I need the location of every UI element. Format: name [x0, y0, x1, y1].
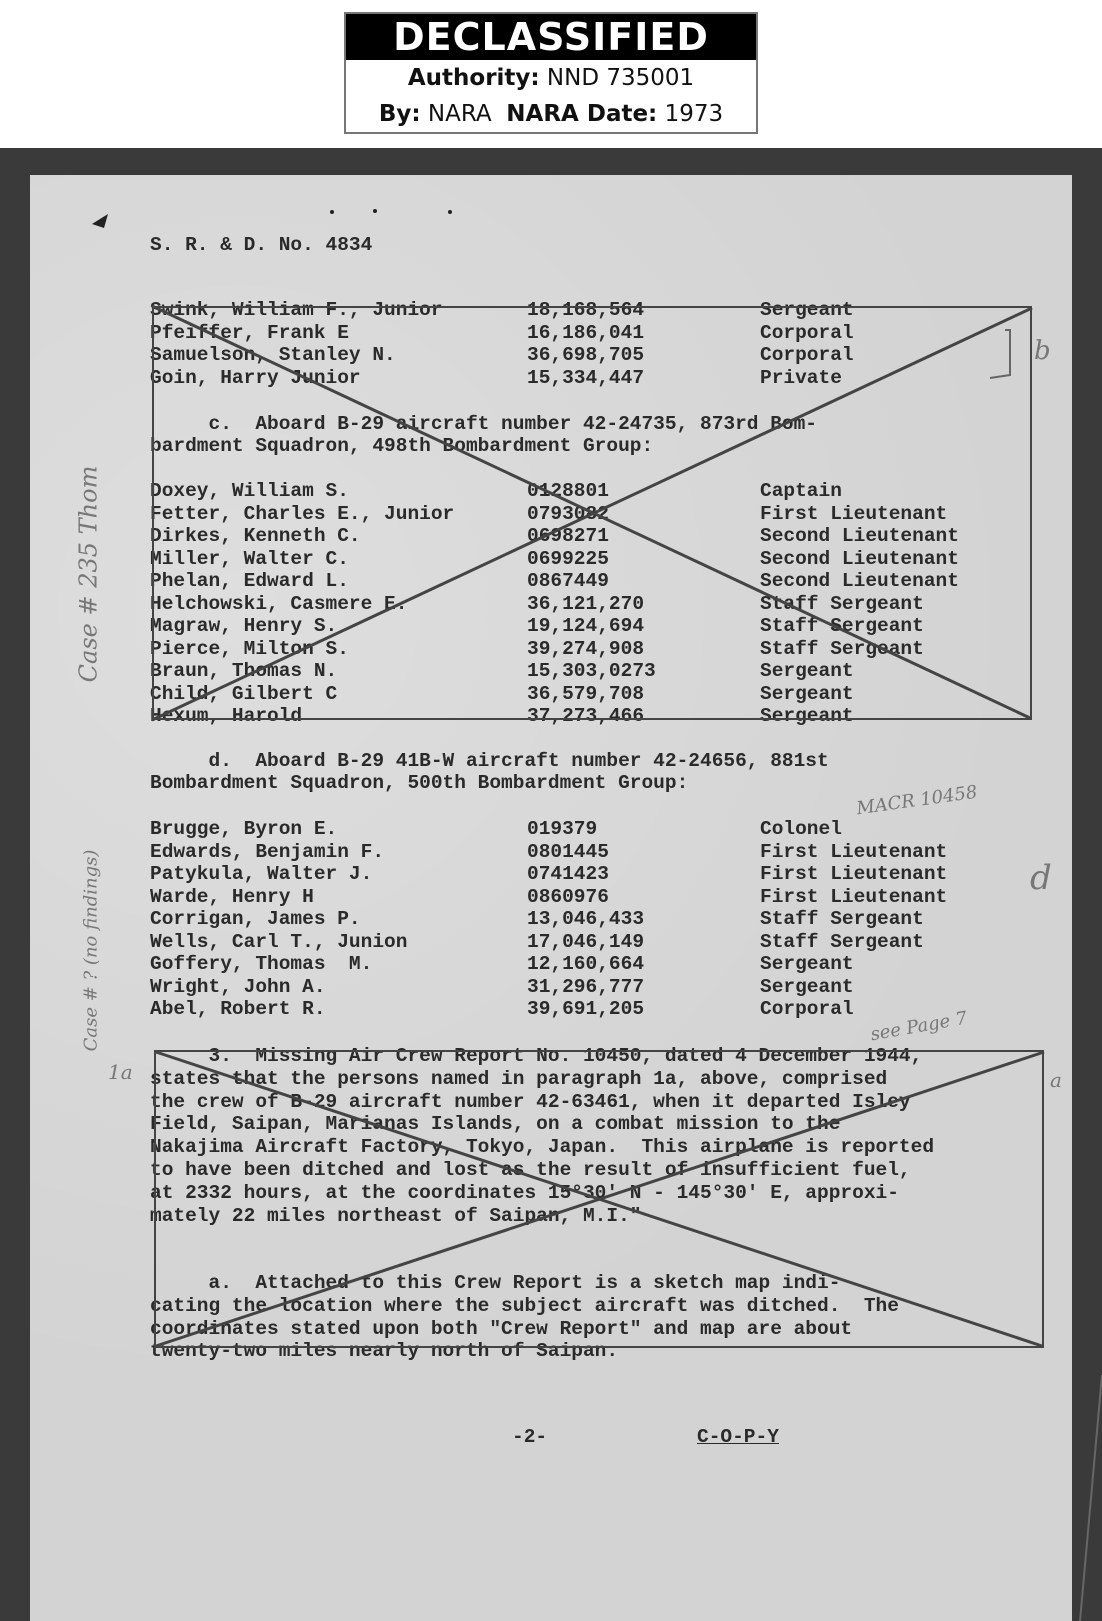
crew-serial: 16,186,041	[527, 321, 645, 344]
crew-rank: First Lieutenant	[760, 840, 948, 863]
crew-rank: Staff Sergeant	[760, 615, 924, 637]
crew-rank: Corporal	[760, 321, 854, 344]
crew-serial: 0867449	[527, 570, 609, 592]
crew-serial: 0741423	[527, 863, 609, 885]
crew-serial: 019379	[527, 818, 598, 840]
crew-name: Warde, Henry H	[150, 885, 314, 908]
margin-d: d	[1030, 858, 1052, 898]
stamp-by: By: NARA NARA Date: 1973	[378, 101, 724, 127]
para-c-line1: c. Aboard B-29 aircraft number 42-24735, 873rd Bom-	[150, 413, 818, 435]
margin-b: b	[1034, 336, 1051, 366]
crew-serial: 36,698,705	[527, 344, 645, 366]
para-3-line: Field, Saipan, Marianas Islands, on a combat mission to the	[150, 1113, 841, 1136]
crew-serial: 0801445	[527, 840, 609, 863]
para-3-line: 3. Missing Air Crew Report No. 10450, dated 4 December 1944,	[150, 1045, 923, 1067]
para-3a-line: twenty-two miles nearly north of Saipan.	[150, 1340, 619, 1363]
crew-serial: 17,046,149	[527, 930, 645, 953]
crew-serial: 0793082	[527, 502, 609, 525]
right-scan-line	[1080, 1375, 1102, 1621]
crew-name: Phelan, Edward L.	[150, 570, 349, 592]
crew-rank: Staff Sergeant	[760, 592, 924, 615]
para-3-line: mately 22 miles northeast of Saipan, M.I."	[150, 1204, 642, 1227]
crew-rank: Staff Sergeant	[760, 930, 924, 953]
crew-rank: Second Lieutenant	[760, 547, 959, 570]
macr-note: MACR 10458	[855, 781, 979, 820]
para-3a-line: coordinates stated upon both "Crew Report" and map are about	[150, 1317, 853, 1340]
crew-serial: 37,273,466	[527, 705, 645, 727]
crew-serial: 39,274,908	[527, 637, 645, 660]
crew-name: Helchowski, Casmere E.	[150, 592, 408, 615]
crew-serial: 13,046,433	[527, 908, 645, 930]
crew-name: Miller, Walter C.	[150, 547, 349, 570]
left-note-2: Case # ? (no findings)	[80, 849, 102, 1052]
crew-rank: Captain	[760, 480, 842, 502]
page-number: -2-	[512, 1426, 548, 1448]
crew-rank: Private	[760, 366, 842, 389]
crew-serial: 39,691,205	[527, 998, 645, 1020]
crew-name: Child, Gilbert C	[150, 682, 338, 705]
crew-name: Braun, Thomas N.	[150, 660, 338, 682]
crew-rank: Sergeant	[760, 953, 854, 975]
para-3-line: states that the persons named in paragraph 1a, above, comprised	[150, 1067, 888, 1090]
crew-name: Wells, Carl T., Junion	[150, 930, 408, 953]
para-c-line2: bardment Squadron, 498th Bombardment Group:	[150, 435, 654, 457]
arrow-mark	[92, 214, 108, 228]
crew-rank: Staff Sergeant	[760, 908, 924, 930]
crew-name: Swink, William F., Junior	[150, 299, 443, 321]
crew-rank: Second Lieutenant	[760, 570, 959, 592]
crew-rank: Corporal	[760, 998, 854, 1020]
crew-name: Pierce, Milton S.	[150, 637, 349, 660]
crew-serial: 36,579,708	[527, 682, 645, 705]
para-3-line: the crew of B-29 aircraft number 42-63461, when it departed Isley	[150, 1090, 911, 1113]
para-3a-line: cating the location where the subject aircraft was ditched. The	[150, 1294, 899, 1317]
para-d-line2: Bombardment Squadron, 500th Bombardment Group:	[150, 772, 689, 794]
crew-rank: Colonel	[760, 818, 842, 840]
crew-rank: First Lieutenant	[760, 885, 948, 908]
crew-rank: Sergeant	[760, 975, 854, 998]
crew-name: Patykula, Walter J.	[150, 863, 373, 885]
cancel-line	[152, 306, 1030, 718]
crew-name: Abel, Robert R.	[150, 998, 326, 1020]
bracket-mark	[990, 330, 1010, 378]
crew-serial: 0860976	[527, 885, 609, 908]
crew-serial: 19,124,694	[527, 615, 645, 637]
crew-name: Doxey, William S.	[150, 480, 349, 502]
crew-name: Dirkes, Kenneth C.	[150, 525, 361, 547]
para-3a-line: a. Attached to this Crew Report is a sketch map indi-	[150, 1272, 841, 1294]
stamp-title: DECLASSIFIED	[346, 14, 756, 60]
margin-a: a	[1050, 1068, 1062, 1092]
crew-rank: Staff Sergeant	[760, 637, 924, 660]
crew-serial: 18,168,564	[527, 299, 645, 321]
crew-name: Goffery, Thomas M.	[150, 953, 373, 975]
left-note-1: Case # 235 Thom	[74, 465, 103, 683]
para-3-line: Nakajima Aircraft Factory, Tokyo, Japan. This airplane is reported	[150, 1136, 935, 1159]
crew-name: Hexum, Harold	[150, 705, 303, 727]
margin-1a: 1a	[108, 1060, 133, 1084]
crew-name: Corrigan, James P.	[150, 908, 361, 930]
crew-rank: Sergeant	[760, 682, 854, 705]
crew-name: Samuelson, Stanley N.	[150, 344, 396, 366]
crew-name: Edwards, Benjamin F.	[150, 840, 385, 863]
crew-rank: Sergeant	[760, 705, 854, 727]
stamp-authority: Authority: NND 735001	[407, 65, 695, 91]
crew-name: Brugge, Byron E.	[150, 818, 338, 840]
para-d-line1: d. Aboard B-29 41B-W aircraft number 42-24656, 881st	[150, 750, 829, 772]
crew-name: Wright, John A.	[150, 975, 326, 998]
crew-serial: 12,160,664	[527, 953, 645, 975]
crew-name: Goin, Harry Junior	[150, 366, 361, 389]
crew-name: Fetter, Charles E., Junior	[150, 502, 455, 525]
crew-rank: Second Lieutenant	[760, 525, 959, 547]
crew-serial: 0698271	[527, 525, 609, 547]
crew-serial: 31,296,777	[527, 975, 645, 998]
para-3-line: to have been ditched and lost as the result of insufficient fuel,	[150, 1159, 911, 1181]
crew-name: Pfeiffer, Frank E	[150, 321, 349, 344]
crew-serial: 36,121,270	[527, 592, 645, 615]
see-page-note: see Page 7	[868, 1007, 969, 1046]
crew-serial: 15,334,447	[527, 366, 645, 389]
copy-mark: C-O-P-Y	[697, 1426, 779, 1448]
crew-serial: 15,303,0273	[527, 660, 656, 682]
crew-rank: Corporal	[760, 344, 854, 366]
crew-rank: Sergeant	[760, 299, 854, 321]
crew-name: Magraw, Henry S.	[150, 615, 338, 637]
crew-rank: First Lieutenant	[760, 502, 948, 525]
crew-rank: First Lieutenant	[760, 863, 948, 885]
crew-serial: 0128801	[527, 480, 609, 502]
para-3-line: at 2332 hours, at the coordinates 15°30' N - 145°30' E, approxi-	[150, 1181, 899, 1204]
document-header: S. R. & D. No. 4834	[150, 234, 373, 256]
crew-rank: Sergeant	[760, 660, 854, 682]
crew-serial: 0699225	[527, 547, 609, 570]
